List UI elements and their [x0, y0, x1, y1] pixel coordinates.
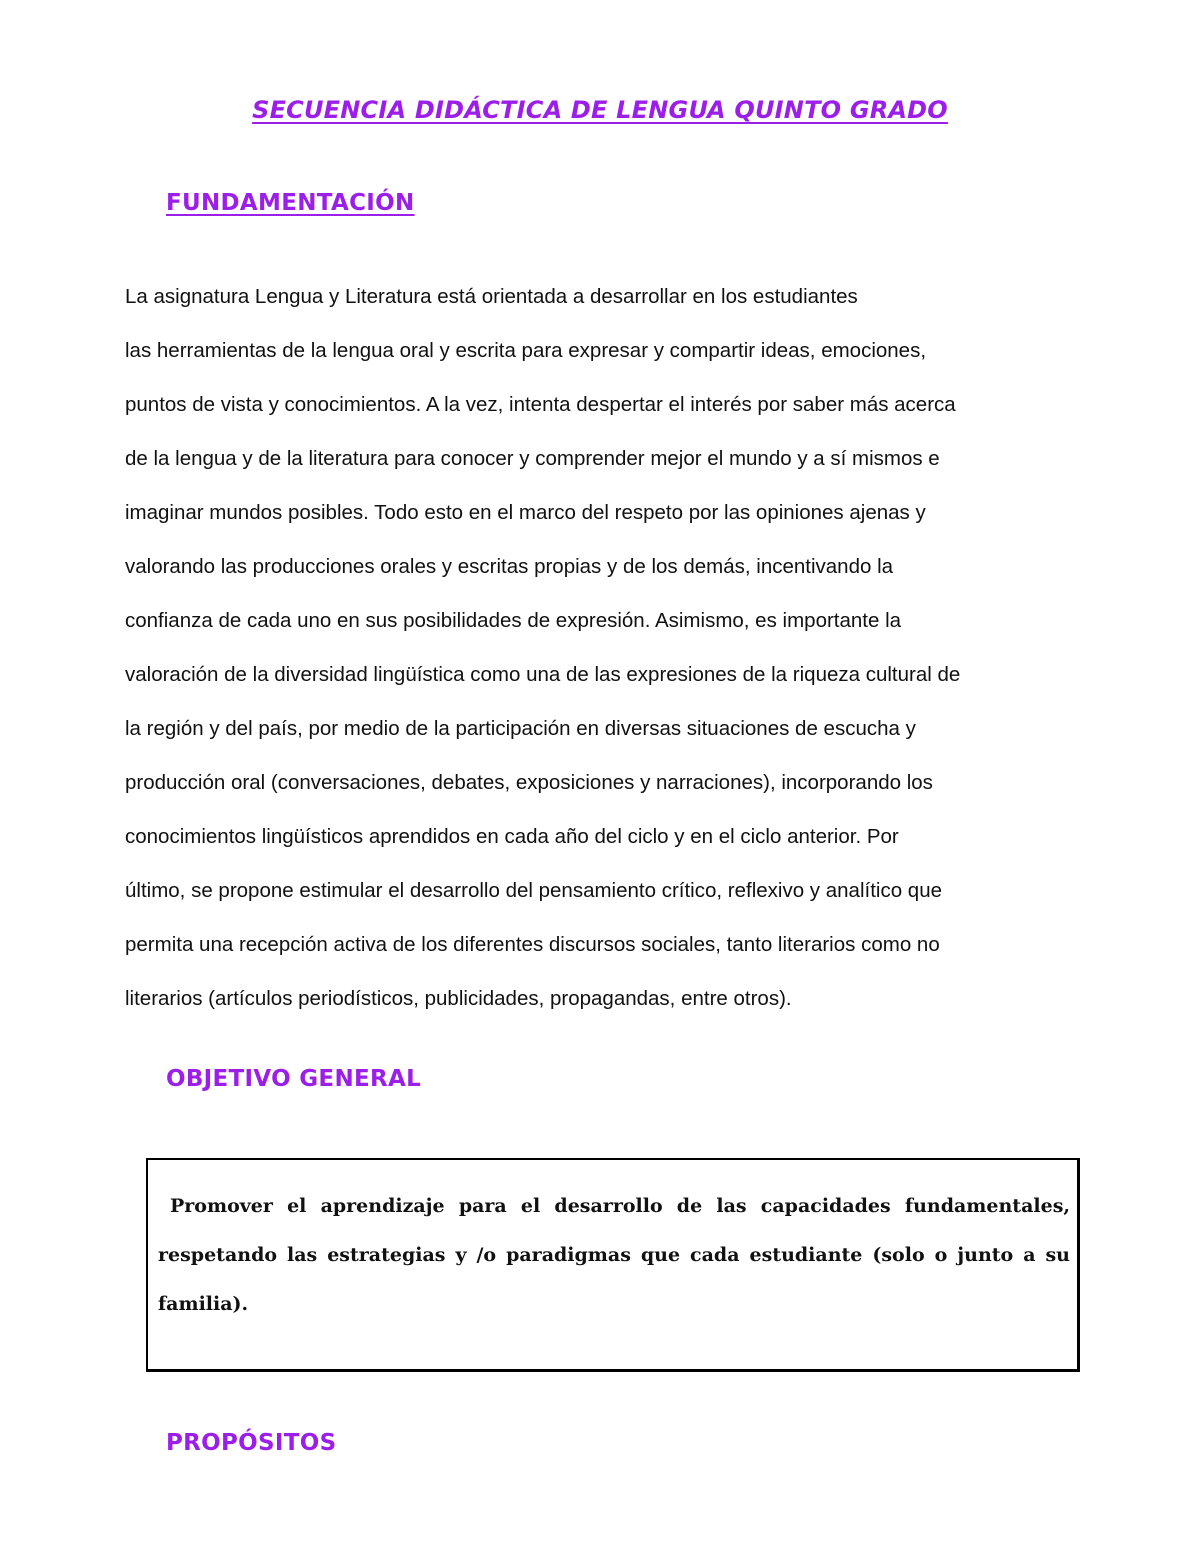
- paragraph-line: La asignatura Lengua y Literatura está orientada a desarrollar en los estudiantes: [125, 285, 858, 308]
- paragraph-line: producción oral (conversaciones, debates, exposiciones y narraciones), incorporando los: [125, 771, 933, 794]
- paragraph-line: las herramientas de la lengua oral y escrita para expresar y compartir ideas, emociones,: [125, 339, 927, 362]
- paragraph-line: permita una recepción activa de los diferentes discursos sociales, tanto literarios como no: [125, 933, 940, 956]
- objective-line: Promover el aprendizaje para el desarrollo de las capacidades fundamentales,: [170, 1195, 1070, 1217]
- paragraph-line: confianza de cada uno en sus posibilidades de expresión. Asimismo, es importante la: [125, 609, 902, 632]
- paragraph-line: la región y del país, por medio de la participación en diversas situaciones de escucha y: [125, 717, 916, 740]
- document-title: SECUENCIA DIDÁCTICA DE LENGUA QUINTO GRADO: [252, 96, 948, 124]
- paragraph-line: valorando las producciones orales y escritas propias y de los demás, incentivando la: [125, 555, 894, 578]
- paragraph-line: imaginar mundos posibles. Todo esto en el marco del respeto por las opiniones ajenas y: [125, 501, 926, 524]
- paragraph-line: de la lengua y de la literatura para conocer y comprender mejor el mundo y a sí mismos e: [125, 447, 940, 470]
- fundamentacion-paragraph: [125, 277, 1100, 1033]
- objective-box: [146, 1158, 1080, 1372]
- heading-fundamentacion: FUNDAMENTACIÓN: [166, 190, 415, 216]
- objective-line: respetando las estrategias y /o paradigmas que cada estudiante (solo o junto a su: [158, 1244, 1070, 1266]
- paragraph-line: puntos de vista y conocimientos. A la vez, intenta despertar el interés por saber más acerca: [125, 393, 956, 416]
- paragraph-line: literarios (artículos periodísticos, publicidades, propagandas, entre otros).: [125, 987, 792, 1010]
- heading-propositos: PROPÓSITOS: [166, 1430, 337, 1456]
- heading-objetivo-general: OBJETIVO GENERAL: [166, 1066, 422, 1092]
- paragraph-line: valoración de la diversidad lingüística como una de las expresiones de la riqueza cultural de: [125, 663, 961, 686]
- objective-text: [158, 1186, 1070, 1333]
- objective-line: familia).: [158, 1293, 249, 1315]
- paragraph-line: último, se propone estimular el desarrollo del pensamiento crítico, reflexivo y analítico que: [125, 879, 942, 902]
- paragraph-line: conocimientos lingüísticos aprendidos en cada año del ciclo y en el ciclo anterior. Por: [125, 825, 899, 848]
